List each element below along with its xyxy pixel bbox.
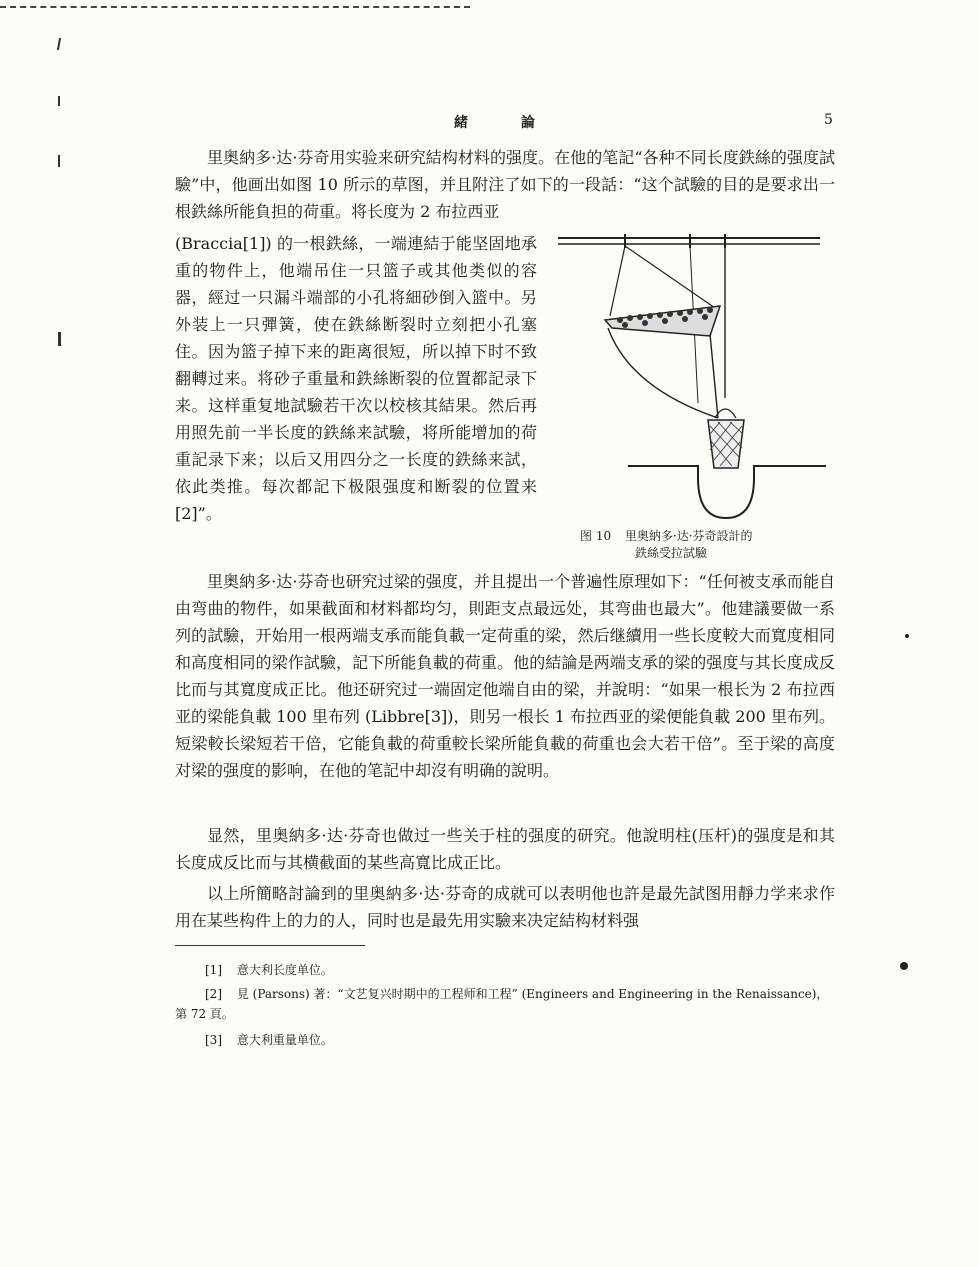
footnote-2-text: 見 (Parsons) 著：“文艺复兴时期中的工程师和工程” (Engineers and Engineering in the Renaissance)，第 72 頁。	[175, 987, 829, 1021]
figure-10-drawing	[550, 228, 840, 558]
paragraph-2: 里奥納多·达·芬奇也研究过梁的强度，并且提出一个普遍性原理如下：“任何被支承而能自由弯曲的物件，如果截面和材料都均匀，則距支点最远处，其弯曲也最大”。他建議要做一系列的試驗，开始用一根两端支承而能負載一定荷重的梁，然后继續用一些长度較大而寬度相同和高度相同的梁作試驗，記下所能負載的荷重。他的結論是两端支承的梁的强度与其长度成反比而与其寬度成正比。他还研究过一端固定他端自由的梁，并說明：“如果一根长为 2 布拉西亚的梁能負載 100 里布列 (Libbre[3])，則另一根长 1 布拉西亚的梁便能負載 200 里布列。短梁較长梁短若干倍，它能負載的荷重較长梁所能負載的荷重也会大若干倍”。至于梁的高度对梁的强度的影响，在他的笔記中却沒有明确的說明。	[175, 572, 835, 780]
margin-mark	[58, 155, 60, 167]
margin-mark	[57, 38, 61, 50]
margin-mark	[58, 332, 61, 346]
footnote-3	[175, 1030, 840, 1050]
footnote-2	[175, 984, 840, 1024]
figure-caption-line-2: 鉄絲受拉試驗	[635, 546, 708, 560]
footnote-1-mark: [1]	[205, 963, 222, 977]
figure-caption	[580, 528, 820, 562]
ink-speck	[905, 634, 909, 638]
footnote-3-mark: [3]	[205, 1033, 222, 1047]
paragraph-3: 显然，里奥納多·达·芬奇也做过一些关于柱的强度的研究。他說明柱(压杆)的强度是和其长度成反比而与其横截面的某些高寬比成正比。	[175, 826, 835, 872]
running-header	[0, 112, 979, 132]
footnote-1	[175, 960, 840, 980]
paragraph-4: 以上所簡略討論到的里奥納多·达·芬奇的成就可以表明他也許是最先試图用靜力学来求作用在某些构件上的力的人，同时也是最先用实驗来决定結构材料强	[175, 884, 835, 930]
figure-number: 图 10	[580, 529, 612, 543]
top-dashed-edge	[0, 6, 470, 8]
paragraph-1-column: (Braccia[1]) 的一根鉄絲，一端連結于能坚固地承重的物件上，他端吊住一只篮子或其他类似的容器，經过一只漏斗端部的小孔将細砂倒入篮中。另外装上一只彈簧，使在鉄絲断裂时立刻把小孔塞住。因为篮子掉下来的距离很短，所以掉下时不致翻轉过来。将砂子重量和鉄絲断裂的位置都記录下来。这样重复地試驗若干次以校核其結果。然后再用照先前一半长度的鉄絲来試驗，将所能增加的荷重記录下来；以后又用四分之一长度的鉄絲来試，依此类推。每次都記下极限强度和断裂的位置来[2]”。	[175, 234, 537, 523]
footnote-rule	[175, 945, 365, 946]
paragraph-1-lead: 里奥納多·达·芬奇用实验来研究結构材料的强度。在他的笔記“各种不同长度鉄絲的强度試驗”中，他画出如图 10 所示的草图，并且附注了如下的一段話：“这个試驗的目的是要求出一根鉄絲所能負担的荷重。将长度为 2 布拉西亚	[175, 148, 835, 221]
figure-caption-line-1: 里奥納多·达·芬奇設計的	[624, 529, 753, 543]
page-number: 5	[824, 112, 833, 128]
footnote-1-text: 意大利长度单位。	[236, 963, 333, 977]
footnote-3-text: 意大利重量单位。	[236, 1033, 333, 1047]
footnote-2-mark: [2]	[205, 987, 222, 1001]
header-title: 緒 論	[454, 115, 559, 131]
ink-speck	[900, 962, 908, 970]
wire-tension-test-illustration	[550, 228, 840, 528]
margin-mark	[58, 96, 60, 106]
